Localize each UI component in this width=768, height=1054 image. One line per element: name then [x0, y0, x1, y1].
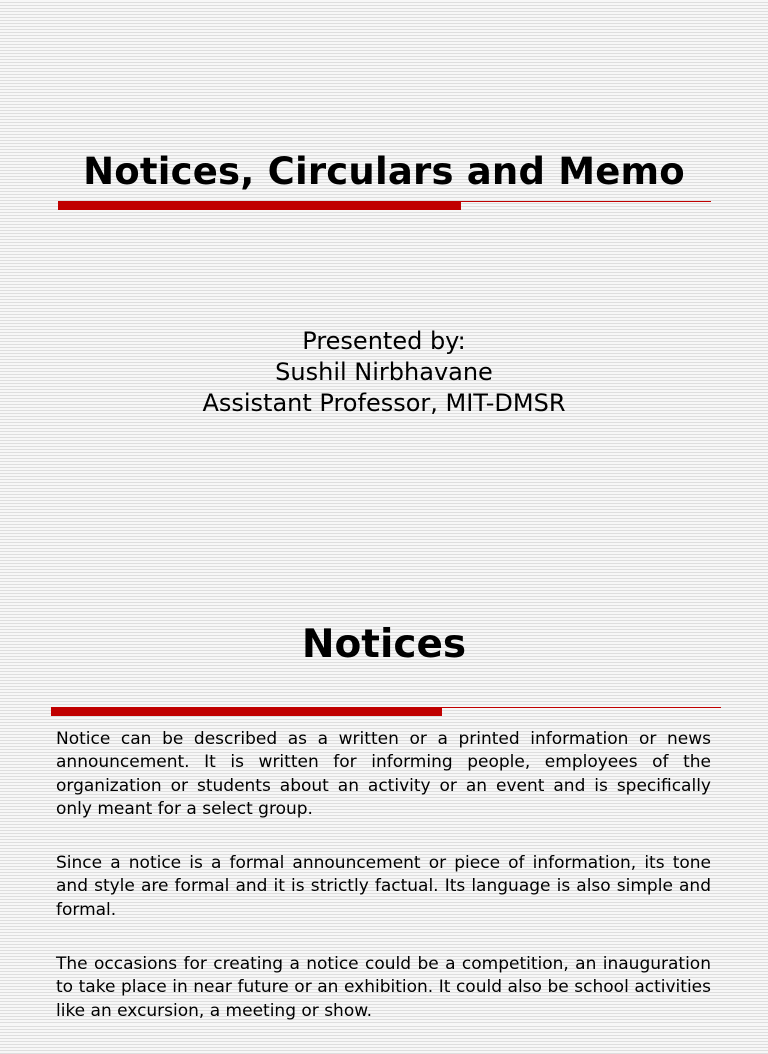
presenter-role: Assistant Professor, MIT-DMSR: [202, 389, 566, 417]
presenter-name: Sushil Nirbhavane: [275, 358, 493, 386]
underline-thick-segment: [51, 707, 442, 716]
underline-thin-segment: [442, 707, 721, 708]
section-underline: [51, 707, 721, 717]
title-underline: [58, 201, 711, 211]
underline-thin-segment: [461, 201, 711, 202]
paragraph-occasions: The occasions for creating a notice could be a competition, an inauguration to take place in near future or an exhibition. It could also be school activities like an excursion, a meeting or show.: [56, 954, 711, 1021]
title-slide: [0, 0, 768, 512]
notices-slide: [0, 512, 768, 1024]
section-title: Notices: [301, 622, 467, 667]
paragraph-definition: Notice can be described as a written or a printed information or news announcement. It is written for informing people, employees of the organization or students about an activity or an event and is specifically only meant for a select group.: [56, 729, 711, 819]
paragraph-tone: Since a notice is a formal announcement or piece of information, its tone and style are formal and it is strictly factual. Its language is also simple and formal.: [56, 853, 711, 920]
presenter-block: [0, 326, 768, 419]
presented-by-label: Presented by:: [302, 327, 466, 355]
underline-thick-segment: [58, 201, 461, 210]
notice-description: [56, 728, 711, 1054]
presentation-title: Notices, Circulars and Memo: [83, 150, 685, 193]
